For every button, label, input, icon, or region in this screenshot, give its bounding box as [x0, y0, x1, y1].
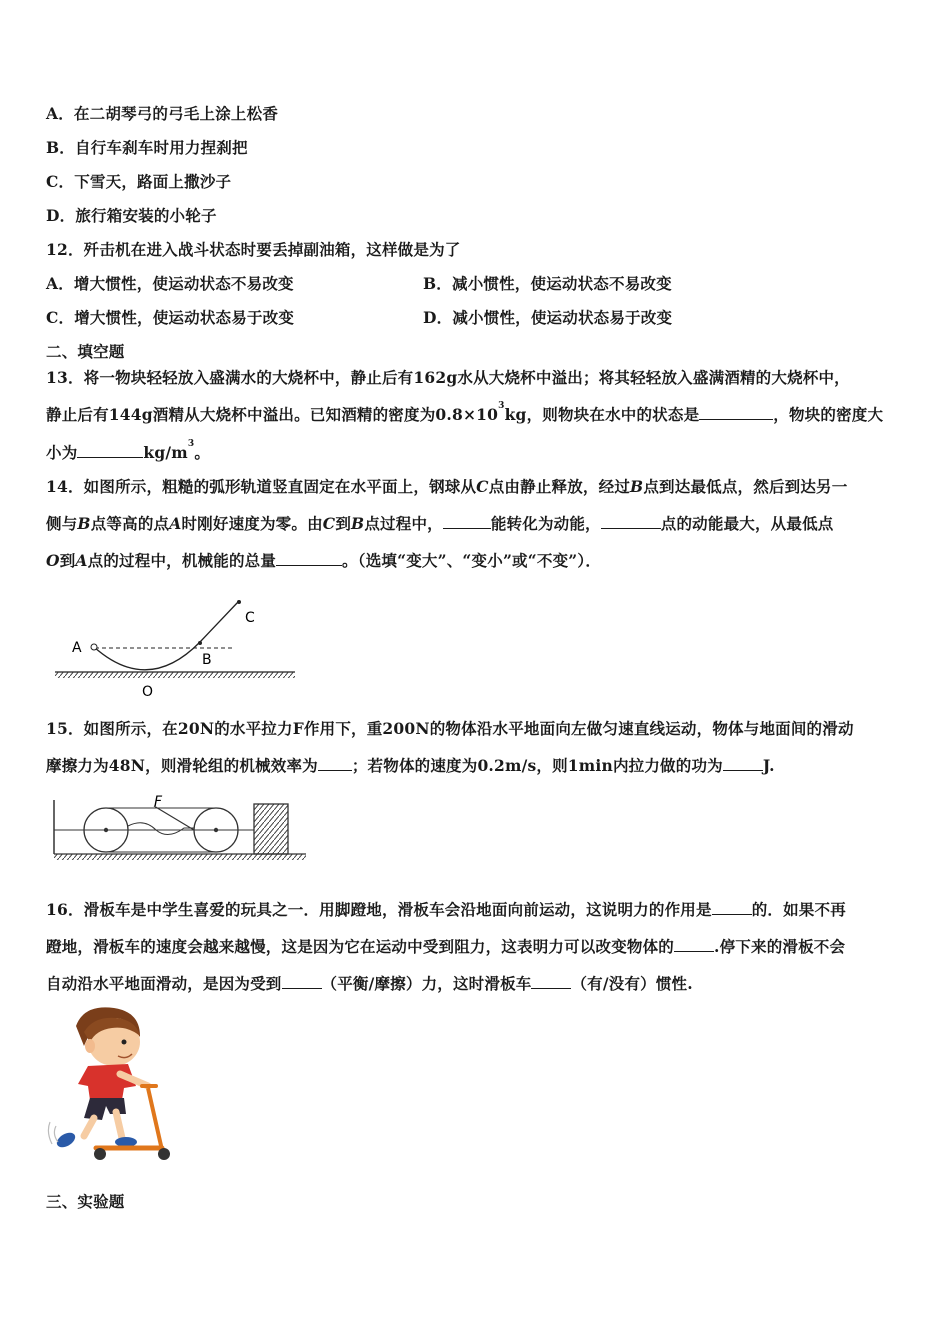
section2-title: 二、填空题	[46, 342, 125, 361]
q14-blank-energy[interactable]	[443, 514, 491, 529]
q13-blank-density[interactable]	[77, 443, 143, 458]
q16-blank-mutual[interactable]	[712, 900, 752, 915]
label-c: C	[245, 610, 255, 626]
ground-hatch	[55, 672, 295, 678]
q14-track-figure	[50, 580, 300, 700]
label-o: O	[142, 684, 154, 700]
q16-blank-force[interactable]	[282, 974, 322, 989]
q15-blank-efficiency[interactable]	[318, 756, 352, 771]
shoe-back	[54, 1130, 77, 1150]
q11-option-c: C．下雪天，路面上撒沙子	[46, 172, 232, 191]
q14-line2: 侧与B点等高的点A时刚好速度为零。由C到B点过程中， 能转化为动能， 点的动能最大，从最低点	[46, 514, 834, 533]
q12-option-a: A．增大惯性，使运动状态不易改变	[46, 274, 294, 293]
q12-option-b: B．减小惯性，使运动状态不易改变	[423, 274, 672, 293]
q14-blank-point[interactable]	[601, 514, 661, 529]
q16-blank-state[interactable]	[674, 937, 714, 952]
q11-option-a: A．在二胡琴弓的弓毛上涂上松香	[46, 104, 279, 123]
scooter-stem	[148, 1088, 162, 1150]
scooter-wheel-front	[158, 1148, 170, 1160]
label-f: F	[154, 794, 163, 810]
point-b	[198, 641, 202, 645]
arc-track	[94, 602, 238, 670]
point-c	[237, 600, 241, 604]
label-b: B	[202, 652, 212, 668]
q14-line1: 14．如图所示，粗糙的弧形轨道竖直固定在水平面上，钢球从C点由静止释放，经过B点到达最低点，然后到达另一	[46, 477, 848, 496]
q13-blank-state[interactable]	[699, 405, 773, 420]
q15-pulley-figure	[44, 792, 309, 862]
q15-blank-work[interactable]	[723, 756, 763, 771]
block	[254, 804, 288, 854]
q16-line2: 蹬地，滑板车的速度会越来越慢，这是因为它在运动中受到阻力，这表明力可以改变物体的 .停下来的滑板不会	[46, 937, 846, 956]
q15-line1: 15．如图所示，在20N的水平拉力F作用下，重200N的物体沿水平地面向左做匀速直线运动，物体与地面间的滑动	[46, 719, 854, 738]
q12-options-row1	[46, 272, 926, 294]
red-shirt	[78, 1064, 136, 1100]
q12-options-row2	[46, 306, 926, 328]
q12-option-c: C．增大惯性，使运动状态易于改变	[46, 308, 295, 327]
point-a	[91, 644, 97, 650]
q16-scooter-figure	[44, 1002, 184, 1162]
q14-line3: O到A点的过程中，机械能的总量 。（选填“变大”、“变小”或“不变”）．	[46, 551, 602, 570]
q16-blank-inertia[interactable]	[531, 974, 571, 989]
section3-title: 三、实验题	[46, 1192, 125, 1211]
q13-line2: 静止后有144g酒精从大烧杯中溢出。已知酒精的密度为$0.8\times 10^3kg$，则物块在水中的状态是 ，物块的密度大	[46, 401, 884, 424]
q15-line2: 摩擦力为48N，则滑轮组的机械效率为 ；若物体的速度为0.2m/s，则1min内拉力做的功为 J.	[46, 756, 775, 775]
q11-option-b: B．自行车刹车时用力捏刹把	[46, 138, 248, 157]
q16-line3: 自动沿水平地面滑动，是因为受到 （平衡/摩擦）力，这时滑板车 （有/没有）惯性.	[46, 974, 693, 993]
label-a: A	[72, 640, 82, 656]
q12-stem: 12．歼击机在进入战斗状态时要丢掉副油箱，这样做是为了	[46, 240, 461, 259]
ground-hatch	[54, 854, 306, 860]
q11-option-d: D．旅行箱安装的小轮子	[46, 206, 217, 225]
q13-line1: 13．将一物块轻轻放入盛满水的大烧杯中，静止后有162g水从大烧杯中溢出；将其轻轻放入盛满酒精的大烧杯中，	[46, 368, 850, 387]
q12-option-d: D．减小惯性，使运动状态易于改变	[423, 308, 673, 327]
q13-line3: 小为 $kg/m^3$。	[46, 439, 211, 462]
scooter-wheel-back	[94, 1148, 106, 1160]
q14-blank-mechanical[interactable]	[276, 551, 342, 566]
q16-line1: 16．滑板车是中学生喜爱的玩具之一．用脚蹬地，滑板车会沿地面向前运动，这说明力的作用是 的．如果不再	[46, 900, 846, 919]
